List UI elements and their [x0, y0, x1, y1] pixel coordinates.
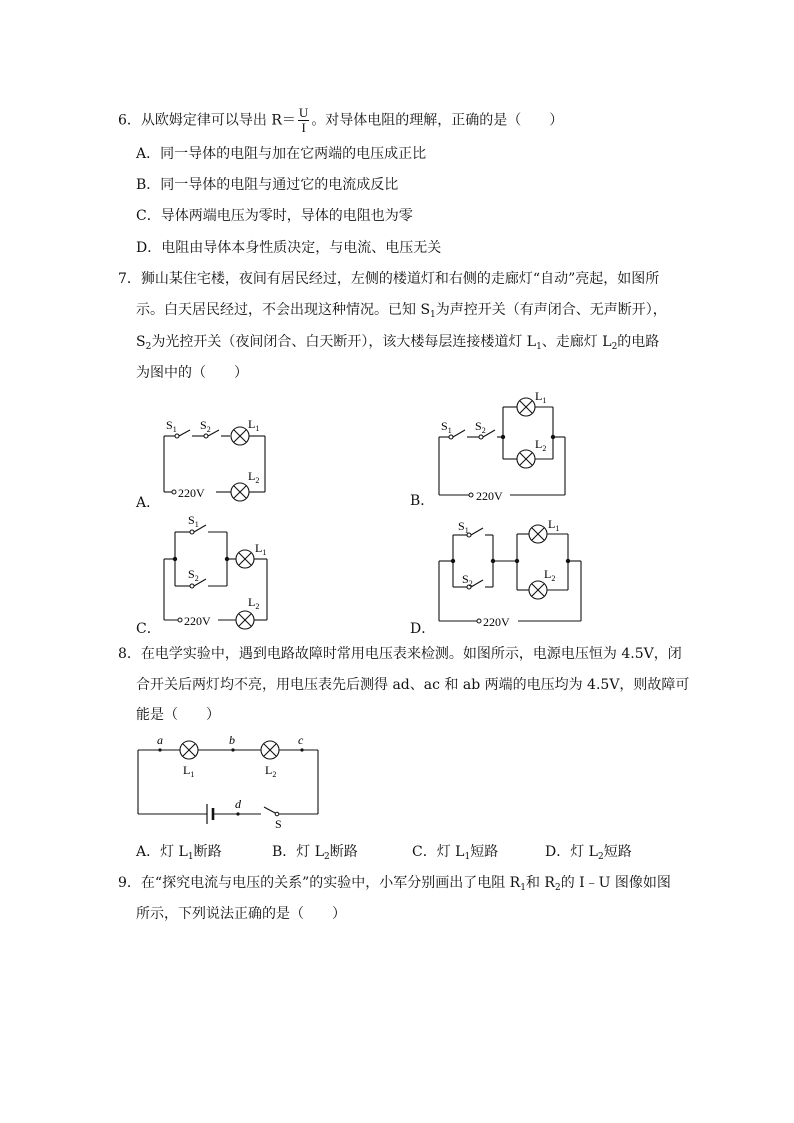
- voltage-label: 220V: [178, 486, 205, 500]
- circuit-c-diagram: [150, 510, 290, 630]
- q8-stem-line1: 8．在电学实验中，遇到电路故障时常用电压表来检测。如图所示，电源电压恒为 4.5V，闭: [118, 646, 682, 662]
- q7-option-d-label[interactable]: D．: [410, 621, 436, 637]
- svg-text:L1: $L_1$: [535, 389, 547, 405]
- node-a-label: a: [157, 733, 163, 747]
- q7-stem-line4: 为图中的（ ）: [136, 365, 248, 381]
- q7-option-a-label[interactable]: A．: [136, 495, 161, 511]
- q7-figure-b[interactable]: [425, 385, 575, 509]
- svg-text:L1: $L_1$: [255, 541, 267, 557]
- l1-label: $L_1$: [183, 763, 195, 779]
- q8-circuit-figure: [130, 732, 330, 834]
- q7-figure-c[interactable]: [150, 510, 290, 634]
- svg-text:S2: $S_2$: [475, 419, 486, 435]
- q8-circuit-diagram: [130, 732, 330, 830]
- node-c-label: c: [298, 733, 304, 747]
- q9-stem-line1: 9．在“探究电流与电压的关系”的实验中，小军分别画出了电阻 $R_1$和 $R_2$的 I﹣U 图像如图: [118, 875, 671, 893]
- ohm-fraction: $\frac{U}{I}$: [298, 105, 309, 135]
- s1-label: $S_1$: [166, 418, 177, 434]
- svg-text:220V: 220V: [184, 614, 211, 628]
- q6-stem: 6．从欧姆定律可以导出 R＝ $\frac{U}{I}$ 。对导体电阻的理解，正确的是（ ）: [118, 105, 564, 135]
- q8-stem-line3: 能是（ ）: [136, 707, 220, 723]
- q7-option-c-label[interactable]: C．: [136, 621, 161, 637]
- svg-text:S1: $S_1$: [441, 419, 452, 435]
- svg-text:L1: $L_1$: [548, 517, 560, 533]
- svg-text:S2: $S_2$: [462, 572, 473, 588]
- q6-option-d[interactable]: D．电阻由导体本身性质决定，与电流、电压无关: [136, 240, 442, 256]
- circuit-b-diagram: [425, 385, 575, 505]
- q9-stem-line2: 所示，下列说法正确的是（ ）: [136, 906, 346, 922]
- svg-text:S1: $S_1$: [458, 519, 469, 535]
- q8-option-a[interactable]: A．灯 $L_1$断路: [136, 844, 222, 862]
- q8-option-c[interactable]: C．灯 $L_1$短路: [412, 844, 499, 862]
- svg-text:L2: $L_2$: [535, 437, 547, 453]
- svg-text:S1: $S_1$: [188, 513, 199, 529]
- q7-figure-d[interactable]: [430, 512, 590, 634]
- q8-option-b[interactable]: B．灯 $L_2$断路: [272, 844, 358, 862]
- node-d-label: d: [235, 797, 241, 811]
- q6-option-b[interactable]: B．同一导体的电阻与通过它的电流成反比: [136, 177, 399, 193]
- q6-option-c[interactable]: C．导体两端电压为零时，导体的电阻也为零: [136, 208, 413, 224]
- q7-option-b-label[interactable]: B．: [410, 493, 435, 509]
- q7-stem-line3: $S_2$为光控开关（夜间闭合、白天断开），该大楼每层连接楼道灯 $L_1$、走廊灯 $L_2$的电路: [136, 334, 660, 352]
- circuit-d-diagram: [430, 512, 590, 630]
- svg-text:220V: 220V: [476, 489, 503, 503]
- svg-text:L2: $L_2$: [544, 567, 556, 583]
- q7-stem-line2: 示。白天居民经过，不会出现这种情况。已知 $S_1$为声控开关（有声闭合、无声断开），: [136, 302, 667, 320]
- svg-text:S2: $S_2$: [188, 567, 199, 583]
- q8-stem-line2: 合开关后两灯均不亮，用电压表先后测得 ad、ac 和 ab 两端的电压均为 4.5V，则故障可: [136, 677, 690, 693]
- l2-label: $L_2$: [265, 763, 277, 779]
- svg-text:220V: 220V: [483, 615, 510, 629]
- l2-label: $L_2$: [248, 469, 260, 485]
- s2-label: $S_2$: [200, 418, 211, 434]
- q7-stem-line1: 7．狮山某住宅楼，夜间有居民经过，左侧的楼道灯和右侧的走廊灯“自动”亮起，如图所: [118, 271, 660, 287]
- l1-label: $L_1$: [248, 417, 260, 433]
- q6-option-a[interactable]: A．同一导体的电阻与加在它两端的电压成正比: [136, 146, 427, 162]
- svg-text:L2: $L_2$: [248, 595, 260, 611]
- switch-s-label: S: [275, 817, 282, 831]
- node-b-label: b: [229, 733, 235, 747]
- q8-option-d[interactable]: D．灯 $L_2$短路: [545, 844, 632, 862]
